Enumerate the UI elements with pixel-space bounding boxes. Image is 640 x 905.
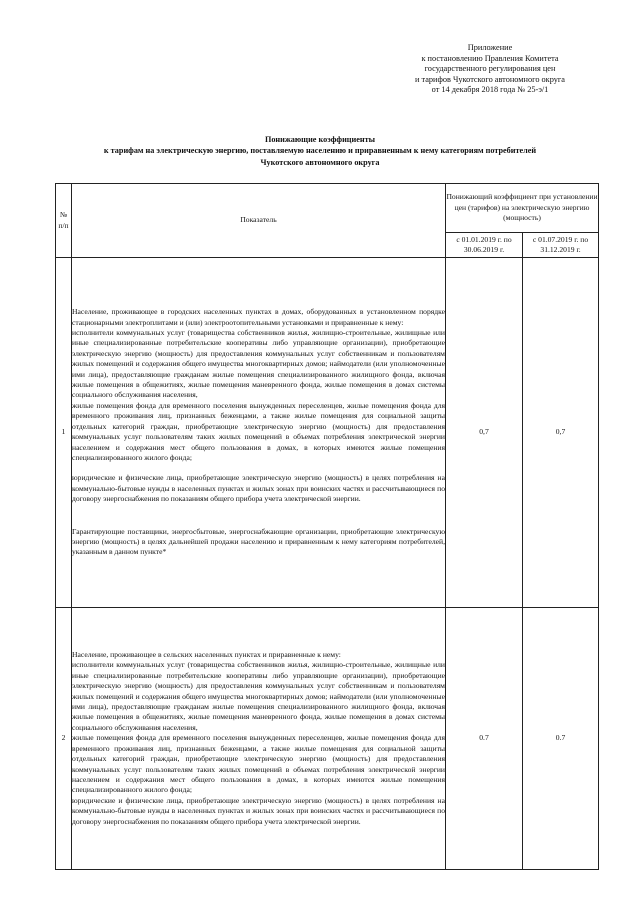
appendix-block <box>388 43 592 96</box>
row-number: 1 <box>56 258 72 608</box>
row-value-period-2: 0,7 <box>523 258 599 608</box>
row-value-period-2: 0.7 <box>523 608 599 870</box>
header-period-2: с 01.07.2019 г. по 31.12.2019 г. <box>523 233 599 258</box>
title-line-1: Понижающие коэффициенты <box>264 135 376 144</box>
row-value-period-1: 0.7 <box>446 608 523 870</box>
appendix-line: Приложение <box>467 43 513 52</box>
row-paragraph: Население, проживающее в сельских населенных пунктах и приравненные к нему: <box>72 650 341 660</box>
row-paragraph: жилые помещения фонда для временного поселения вынужденных переселенцев, жилые помещения фонда для временного проживания лиц, признанных беженцами, а также жилые помещения для социальной защиты отдельных категорий граждан, приобретающие электрическую энергию (мощность) для предоставления коммунальных услуг пользователям таких жилых помещений в объемах потребления электрической энергии населением и содержания мест общего пользования в домах, в которых имеются жилые помещения специализированного жилого фонда; <box>72 733 445 795</box>
title-line-2: к тарифам на электрическую энергию, поставляемую населению и приравненным к нему категориям потребителей <box>103 146 537 156</box>
row-paragraph: Гарантирующие поставщики, энергосбытовые, энергоснабжающие организации, приобретающие электрическую энергию (мощность) в целях дальнейшей продажи населению и приравненным к нему категориям потребителей, указанным в данном пункте* <box>72 526 445 557</box>
document-title <box>40 134 600 168</box>
row-indicator <box>72 608 446 870</box>
appendix-line: от 14 декабря 2018 года № 25-э/1 <box>431 85 549 95</box>
row-paragraph: исполнители коммунальных услуг (товарищества собственников жилья, жилищно-строительные, жилищные или иные специализированные потребительские кооперативы либо управляющие организации), приобретающие электрическую энергию (мощность) для предоставления коммунальных услуг собственникам и пользователям жилых помещений и содержания общего имущества многоквартирных домов; наймодатели (или уполномоченные ими лица), предоставляющие гражданам жилые помещения специализированного жилищного фонда, включая жилые помещения в общежитиях, жилые помещения маневренного фонда, жилые помещения в домах системы социального обслуживания населения, <box>72 660 445 732</box>
header-coefficient: Понижающий коэффициент при установлении цен (тарифов) на электрическую энергию (мощность) <box>446 184 599 233</box>
row-paragraph: юридические и физические лица, приобретающие электрическую энергию (мощность) в целях потребления на коммунально-бытовые нужды в населенных пунктах и жилых зонах при воинских частях и рассчитывающиеся по договору энергоснабжения по показаниям общего прибора учета электрической энергии. <box>72 473 445 504</box>
row-paragraph: исполнители коммунальных услуг (товарищества собственников жилья, жилищно-строительные, жилищные или иные специализированные потребительские кооперативы либо управляющие организации), приобретающие электрическую энергию (мощность) для предоставления коммунальных услуг собственникам и пользователям жилых помещений и содержания общего имущества многоквартирных домов; наймодатели (или уполномоченные ими лица), предоставляющие гражданам жилые помещения специализированного жилищного фонда, включая жилые помещения в общежитиях, жилые помещения маневренного фонда, жилые помещения в домах системы социального обслуживания населения, <box>72 328 445 400</box>
coefficients-table <box>55 183 599 870</box>
header-period-1: с 01.01.2019 г. по 30.06.2019 г. <box>446 233 523 258</box>
table-row <box>56 608 599 870</box>
header-number-label: № п/п <box>58 210 69 230</box>
row-number: 2 <box>56 608 72 870</box>
row-paragraph: жилые помещения фонда для временного поселения вынужденных переселенцев, жилые помещения фонда для временного проживания лиц, признанных беженцами, а также жилые помещения для социальной защиты отдельных категорий граждан, приобретающие электрическую энергию (мощность) для предоставления коммунальных услуг пользователям таких жилых помещений в объемах потребления электрической энергии населением и содержания мест общего пользования в домах, в которых имеются жилые помещения специализированного жилого фонда; <box>72 400 445 462</box>
row-indicator <box>72 258 446 608</box>
row-paragraph: Население, проживающее в городских населенных пунктах в домах, оборудованных в установленном порядке стационарными электроплитами и (или) электроотопительными установками и приравненные к нему: <box>72 307 445 327</box>
table-row <box>56 258 599 608</box>
row-paragraph: юридические и физические лица, приобретающие электрическую энергию (мощность) в целях потребления на коммунально-бытовые нужды в населенных пунктах и жилых зонах при воинских частях и рассчитывающиеся по договору энергоснабжения по показаниям общего прибора учета электрической энергии. <box>72 795 445 826</box>
title-line-3: Чукотского автономного округа <box>260 157 380 167</box>
appendix-line: и тарифов Чукотского автономного округа <box>414 74 565 84</box>
header-number <box>56 184 72 258</box>
row-value-period-1: 0,7 <box>446 258 523 608</box>
appendix-line: государственного регулирования цен <box>424 64 556 74</box>
header-indicator: Показатель <box>72 184 446 258</box>
appendix-line: к постановлению Правления Комитета <box>421 53 559 63</box>
